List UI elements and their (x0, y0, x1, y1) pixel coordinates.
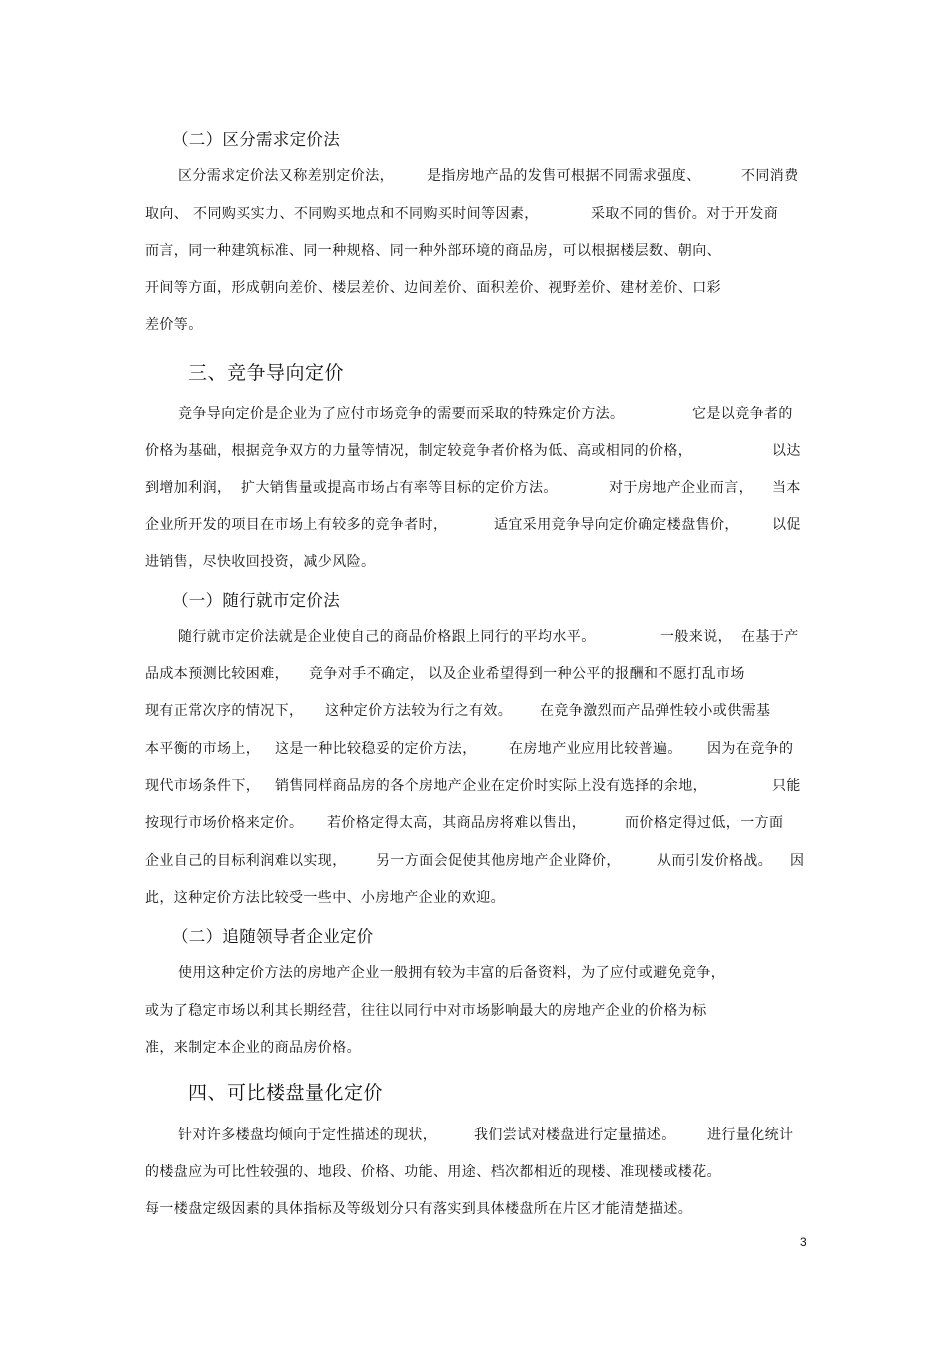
paragraph-line: 而价格定得过低，一方面 (625, 815, 784, 831)
paragraph-line: 以达 (772, 443, 801, 459)
paragraph-line: 只能 (772, 778, 801, 794)
paragraph-line: 企业自己的目标利润难以实现， (145, 853, 347, 869)
section-heading-comparable-pricing: 四、可比楼盘量化定价 (188, 1082, 384, 1104)
paragraph-line: 开间等方面，形成朝向差价、楼层差价、边间差价、面积差价、视野差价、建材差价、口彩 (145, 280, 721, 296)
paragraph-line: 因 (790, 853, 805, 869)
paragraph-line: 的楼盘应为可比性较强的、地段、价格、功能、用途、档次都相近的现楼、准现楼或楼花。 (145, 1164, 721, 1180)
paragraph-line: 现有正常次序的情况下， (145, 703, 304, 719)
page-number: 3 (800, 1235, 807, 1249)
paragraph-line: 企业所开发的项目在市场上有较多的竞争者时， (145, 517, 448, 533)
paragraph-line: 价格为基础，根据竞争双方的力量等情况，制定较竞争者价格为低、高或相同的价格， (145, 443, 693, 459)
paragraph-line: 以及企业希望得到一种公平的报酬和不愿打乱市场 (428, 666, 745, 682)
paragraph-line: 或为了稳定市场以利其长期经营，往往以同行中对市场影响最大的房地产企业的价格为标 (145, 1003, 707, 1019)
paragraph-line: 进行量化统计 (707, 1127, 794, 1143)
paragraph-line: 适宜采用竞争导向定价确定楼盘售价， (494, 517, 739, 533)
paragraph-line: 针对许多楼盘均倾向于定性描述的现状， (178, 1127, 438, 1143)
paragraph-line: 扩大销售量或提高市场占有率等目标的定价方法。 (241, 480, 558, 496)
paragraph-line: 在基于产 (741, 629, 799, 645)
paragraph-line: 随行就市定价法就是企业使自己的商品价格跟上同行的平均水平。 (178, 629, 596, 645)
paragraph-line: 以促 (772, 517, 801, 533)
paragraph-line: 按现行市场价格来定价。 (145, 815, 304, 831)
paragraph-line: 竞争对手不确定， (309, 666, 425, 682)
paragraph-line: 准，来制定本企业的商品房价格。 (145, 1040, 361, 1056)
paragraph-line: 这种定价方法较为行之有效。 (325, 703, 513, 719)
paragraph-line: 在房地产业应用比较普遍。 (509, 741, 682, 757)
section-heading-follow-market-pricing: （一）随行就市定价法 (172, 591, 340, 610)
paragraph-line: 销售同样商品房的各个房地产企业在定价时实际上没有选择的余地， (275, 778, 707, 794)
paragraph-line: 采取不同的售价。对于开发商 (591, 206, 779, 222)
paragraph-line: 现代市场条件下， (145, 778, 261, 794)
paragraph-line: 它是以竞争者的 (692, 406, 793, 422)
paragraph-line: 当本 (772, 480, 801, 496)
paragraph-line: 我们尝试对楼盘进行定量描述。 (474, 1127, 676, 1143)
paragraph-line: 另一方面会促使其他房地产企业降价， (376, 853, 621, 869)
paragraph-line: 竞争导向定价是企业为了应付市场竞争的需要而采取的特殊定价方法。 (178, 406, 625, 422)
paragraph-line: 对于房地产企业而言， (609, 480, 753, 496)
paragraph-line: 不同消费 (741, 168, 799, 184)
paragraph-line: 因为在竞争的 (707, 741, 794, 757)
paragraph-line: 差价等。 (145, 317, 203, 333)
section-heading-competition-pricing: 三、竞争导向定价 (188, 362, 345, 384)
paragraph-line: 从而引发价格战。 (657, 853, 773, 869)
paragraph-line: 区分需求定价法又称差别定价法， (178, 168, 394, 184)
paragraph-line: 此，这种定价方法比较受一些中、小房地产企业的欢迎。 (145, 890, 505, 906)
paragraph-line: 使用这种定价方法的房地产企业一般拥有较为丰富的后备资料，为了应付或避免竞争， (178, 965, 726, 981)
paragraph-line: 而言，同一种建筑标准、同一种规格、同一种外部环境的商品房，可以根据楼层数、朝向、 (145, 243, 721, 259)
paragraph-line: 在竞争激烈而产品弹性较小或供需基 (540, 703, 771, 719)
paragraph-line: 到增加利润， (145, 480, 232, 496)
paragraph-line: 品成本预测比较困难， (145, 666, 289, 682)
paragraph-line: 这是一种比较稳妥的定价方法， (275, 741, 477, 757)
paragraph-line: 若价格定得太高，其商品房将难以售出， (327, 815, 587, 831)
paragraph-line: 每一楼盘定级因素的具体指标及等级划分只有落实到具体楼盘所在片区才能清楚描述。 (145, 1201, 693, 1217)
paragraph-line: 取向、 不同购买实力、不同购买地点和不同购买时间等因素， (145, 206, 539, 222)
paragraph-line: 一般来说， (660, 629, 732, 645)
section-heading-demand-pricing: （二）区分需求定价法 (172, 130, 340, 149)
paragraph-line: 本平衡的市场上， (145, 741, 261, 757)
paragraph-line: 进销售，尽快收回投资，减少风险。 (145, 554, 376, 570)
paragraph-line: 是指房地产品的发售可根据不同需求强度、 (427, 168, 701, 184)
section-heading-follow-leader-pricing: （二）追随领导者企业定价 (172, 927, 374, 946)
